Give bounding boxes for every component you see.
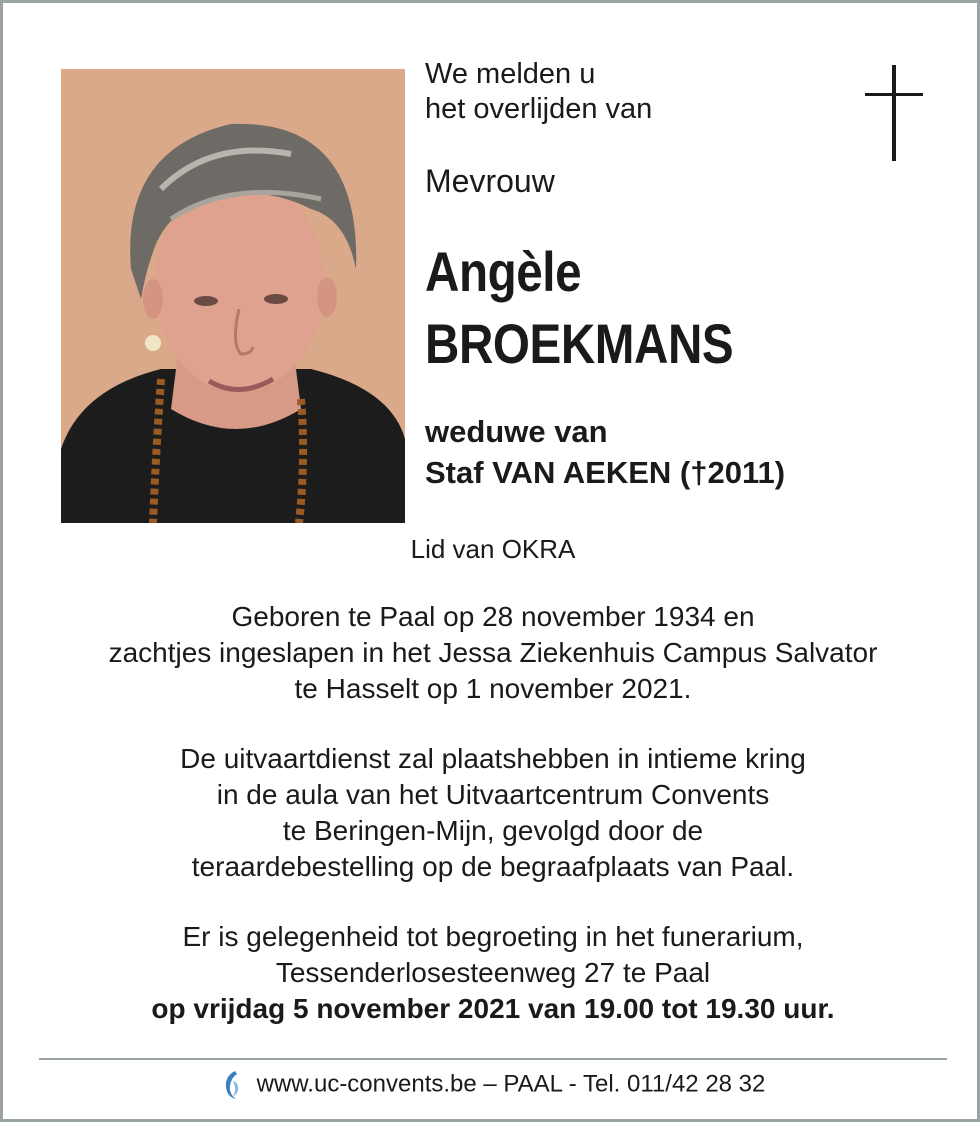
widow-label: weduwe van <box>425 414 608 449</box>
last-name: BROEKMANS <box>425 312 734 375</box>
contact-info: www.uc-convents.be – PAAL - Tel. 011/42 28 32 <box>256 1070 766 1098</box>
birth-death-paragraph <box>3 599 980 707</box>
service-line: in de aula van het Uitvaartcentrum Convents <box>216 779 770 810</box>
visitation-line: Tessenderlosesteenweg 27 te Paal <box>275 957 711 988</box>
footer <box>3 1067 980 1102</box>
service-paragraph <box>3 741 980 885</box>
service-line: De uitvaartdienst zal plaatshebben in intieme kring <box>180 743 806 774</box>
service-line: teraardebestelling op de begraafplaats van Paal. <box>191 851 795 882</box>
birth-death-line: te Hasselt op 1 november 2021. <box>294 673 692 704</box>
footer-divider <box>39 1058 947 1060</box>
intro-line-1: We melden u <box>425 58 596 90</box>
membership: Lid van OKRA <box>410 534 576 564</box>
spouse-name: Staf VAN AEKEN (†2011) <box>425 455 786 490</box>
announcement-intro <box>425 57 652 127</box>
visitation-datetime: op vrijdag 5 november 2021 van 19.00 tot 19.30 uur. <box>151 993 835 1024</box>
first-name: Angèle <box>425 240 582 303</box>
service-line: te Beringen-Mijn, gevolgd door de <box>282 815 704 846</box>
salutation: Mevrouw <box>425 163 555 199</box>
portrait-photo <box>61 69 405 523</box>
birth-death-line: zachtjes ingeslapen in het Jessa Ziekenhuis Campus Salvator <box>108 637 878 668</box>
visitation-paragraph <box>3 919 980 1027</box>
widow-of <box>425 411 785 493</box>
funeral-home-logo-icon <box>221 1068 243 1102</box>
deceased-name <box>425 236 733 380</box>
visitation-line: Er is gelegenheid tot begroeting in het funerarium, <box>182 921 804 952</box>
birth-death-line: Geboren te Paal op 28 november 1934 en <box>231 601 755 632</box>
cross-icon <box>865 65 923 161</box>
intro-line-2: het overlijden van <box>425 93 653 125</box>
